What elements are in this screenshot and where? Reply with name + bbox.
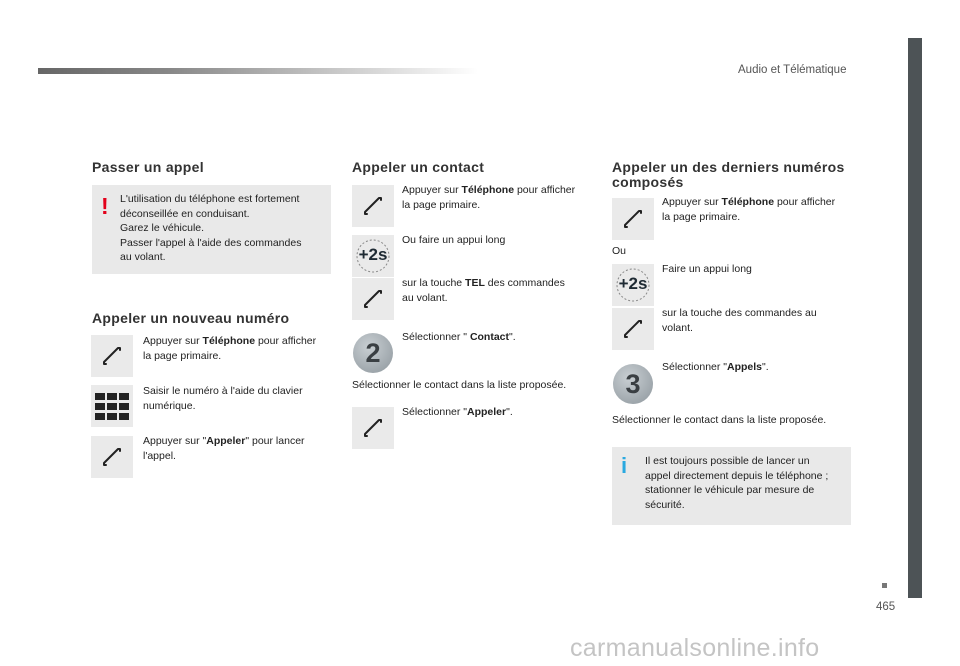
warning-text: [120, 192, 301, 265]
chapter-sidebar: [908, 38, 922, 598]
col1-step1-text: Appuyer sur Téléphone pour afficher la page primaire.: [143, 335, 317, 362]
page-marker: [882, 583, 887, 588]
page-number: 465: [876, 601, 896, 613]
warning-box: [92, 185, 331, 274]
col1-title: Passer un appel: [92, 159, 204, 175]
info-box: [612, 447, 851, 525]
warning-line: Passer l'appel à l'aide des commandes: [120, 236, 302, 249]
col2-step1-text: Appuyer sur Téléphone pour afficher la page primaire.: [402, 184, 576, 211]
phone-handset-icon: [352, 185, 394, 227]
col3-step1-text: Appuyer sur Téléphone pour afficher la page primaire.: [662, 196, 836, 223]
phone-icon-box: [352, 185, 394, 227]
col2-title: Appeler un contact: [352, 159, 485, 175]
col2-step4-text: Sélectionner " Contact".: [402, 331, 516, 343]
phone-icon-box: [91, 335, 133, 377]
col3-step5-text: Sélectionner le contact dans la liste proposée.: [612, 414, 827, 426]
col1-step2-text: Saisir le numéro à l'aide du clavier numérique.: [143, 385, 303, 412]
phone-handset-icon: [91, 436, 133, 478]
col2-step6-text: Sélectionner "Appeler".: [402, 406, 513, 418]
section-title: Audio et Télématique: [738, 64, 847, 76]
phone-handset-icon: [612, 308, 654, 350]
phone-icon-box: [352, 407, 394, 449]
col2-step3-text: sur la touche TEL des commandes au volant.: [402, 277, 565, 304]
col2-step5-text: Sélectionner le contact dans la liste proposée.: [352, 379, 567, 391]
col1-step3-text: Appuyer sur "Appeler" pour lancer l'appel.: [143, 435, 305, 462]
col3-title: Appeler un des derniers numéros composés: [612, 159, 845, 190]
phone-icon-box: [612, 198, 654, 240]
long-press-label: +2s: [358, 245, 388, 264]
keypad-icon-box: [91, 385, 133, 427]
col2-step2-text: Ou faire un appui long: [402, 234, 506, 246]
col1-subtitle: Appeler un nouveau numéro: [92, 310, 290, 326]
step-number-2: 2: [353, 333, 393, 373]
keypad-icon: [91, 385, 133, 427]
phone-handset-icon: [352, 407, 394, 449]
long-press-label: +2s: [618, 274, 648, 293]
info-text: [645, 454, 828, 512]
info-line: sécurité.: [645, 498, 685, 511]
phone-icon-box: [352, 278, 394, 320]
warning-line: déconseillée en conduisant.: [120, 207, 250, 220]
phone-icon-box: [91, 436, 133, 478]
phone-handset-icon: [352, 278, 394, 320]
phone-handset-icon: [612, 198, 654, 240]
col3-or-text: Ou: [612, 245, 627, 257]
warning-line: L'utilisation du téléphone est fortement: [120, 193, 300, 205]
phone-icon-box: [612, 308, 654, 350]
warning-line: au volant.: [120, 251, 166, 263]
col3-step2-text: Faire un appui long: [662, 263, 752, 275]
info-line: appel directement depuis le téléphone ;: [645, 469, 829, 482]
info-icon: i: [621, 453, 628, 478]
info-line: Il est toujours possible de lancer un: [645, 455, 810, 467]
phone-handset-icon: [91, 335, 133, 377]
col3-step3-text: sur la touche des commandes au volant.: [662, 307, 817, 334]
warning-line: Garez le véhicule.: [120, 222, 205, 234]
col3-step4-text: Sélectionner "Appels".: [662, 361, 769, 373]
step-number-3: 3: [613, 364, 653, 404]
watermark: carmanualsonline.info: [570, 634, 820, 662]
long-press-icon-box: [352, 235, 394, 277]
warning-icon: !: [101, 193, 109, 219]
info-line: stationner le véhicule par mesure de: [645, 484, 815, 496]
long-press-icon-box: [612, 264, 654, 306]
header-gradient-bar: [38, 68, 478, 74]
